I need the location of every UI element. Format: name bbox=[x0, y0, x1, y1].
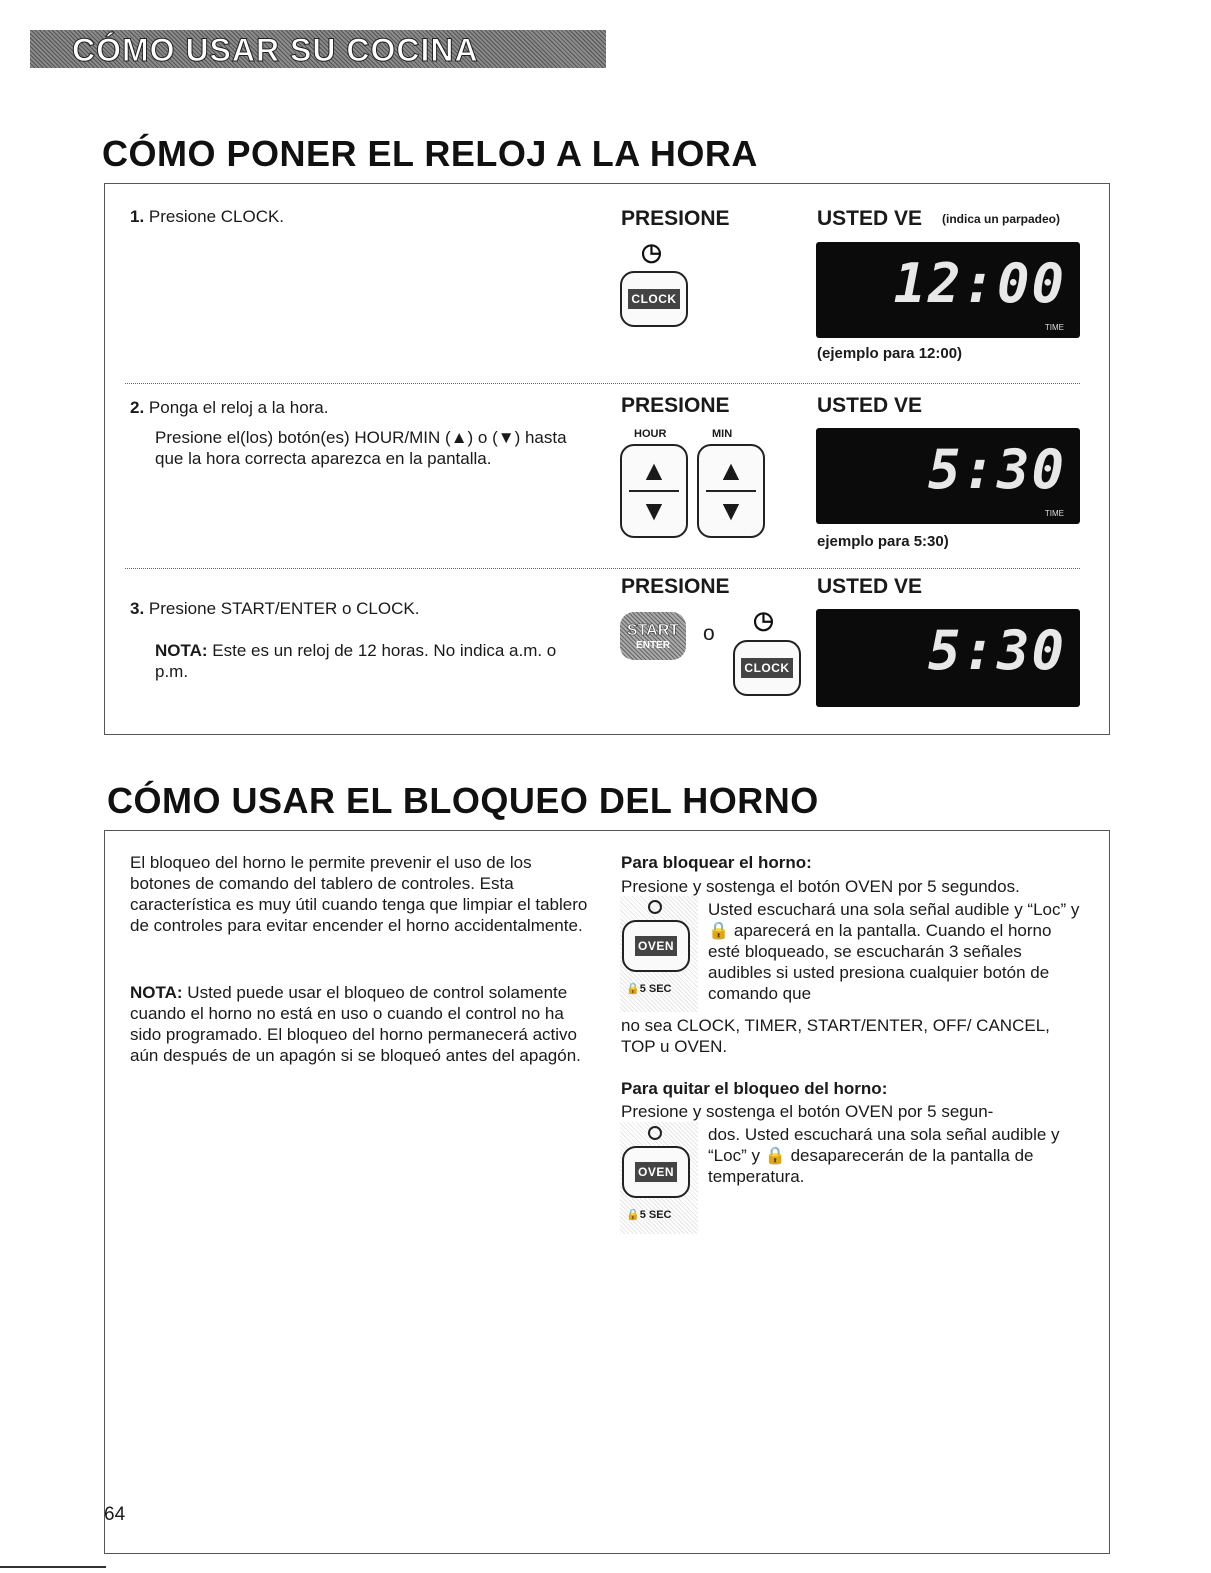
divider-1 bbox=[125, 383, 1080, 384]
display-1-value: 12:00 bbox=[893, 252, 1066, 315]
lock-note bbox=[130, 982, 588, 1066]
step3-text: Presione START/ENTER o CLOCK. bbox=[148, 599, 420, 618]
press-label-3: PRESIONE bbox=[621, 575, 730, 598]
display-1-tag: TIME bbox=[1044, 323, 1064, 332]
step2-num: 2. bbox=[130, 398, 145, 417]
see-label-1: USTED VE bbox=[817, 207, 923, 230]
enter-label: ENTER bbox=[636, 639, 670, 651]
blink-note: (indica un parpadeo) bbox=[942, 212, 1061, 226]
press-label-1: PRESIONE bbox=[621, 207, 730, 230]
step2-detail: Presione el(los) botón(es) HOUR/MIN (▲) o (▼) hasta que la hora correcta aparezca en la pantalla. bbox=[155, 428, 567, 468]
lock-tail: no sea CLOCK, TIMER, START/ENTER, OFF/ CANCEL, TOP u OVEN. bbox=[621, 1016, 1050, 1056]
clock-icon: ◷ bbox=[641, 239, 662, 266]
oven-sub-label-2: 5 SEC bbox=[639, 1209, 672, 1221]
step3-num: 3. bbox=[130, 599, 145, 618]
see-label-2: USTED VE bbox=[817, 394, 923, 417]
step1 bbox=[130, 206, 284, 227]
lock-note-text: Usted puede usar el bloqueo de control solamente cuando el horno no está en uso o cuando el control no ha sido programado. El bloqueo del horno permanecerá activo aún después de un apagón si se bloqueó antes del apagón. bbox=[130, 983, 581, 1065]
display-2-tag: TIME bbox=[1044, 509, 1064, 518]
indicator-icon bbox=[648, 900, 662, 914]
lock-text: Usted escuchará una sola señal audible y “Loc” y 🔒 aparecerá en la pantalla. Cuando el horno esté bloqueado, se escucharán 3 señales audibles si usted presiona cualquier botón de comando que bbox=[708, 900, 1080, 1003]
lock-line: Presione y sostenga el botón OVEN por 5 segundos. bbox=[621, 877, 1020, 896]
unlock-5sec-label: 🔒5 SEC bbox=[626, 1209, 672, 1221]
step3-note-text: Este es un reloj de 12 horas. No indica a.m. o p.m. bbox=[155, 641, 557, 681]
divider-2 bbox=[125, 568, 1080, 569]
banner-text: CÓMO USAR SU COCINA bbox=[72, 32, 479, 68]
hour-up-icon[interactable]: ▲ bbox=[640, 455, 668, 486]
clock-button-2-label: CLOCK bbox=[741, 658, 792, 678]
hour-button[interactable] bbox=[620, 444, 688, 538]
hour-label: HOUR bbox=[634, 428, 667, 440]
lock-5sec-label: 🔒5 SEC bbox=[626, 983, 672, 995]
display-3-value: 5:30 bbox=[927, 619, 1066, 682]
step3 bbox=[130, 598, 419, 619]
unlock-line: Presione y sostenga el botón OVEN por 5 segun- bbox=[621, 1102, 994, 1121]
clock-button-label: CLOCK bbox=[628, 289, 679, 309]
clock-button-2[interactable] bbox=[733, 640, 801, 696]
clock-button[interactable] bbox=[620, 271, 688, 327]
step1-text: Presione CLOCK. bbox=[148, 207, 285, 226]
display-2 bbox=[816, 428, 1080, 524]
unlock-heading: Para quitar el bloqueo del horno: bbox=[621, 1079, 888, 1098]
min-divider bbox=[706, 490, 756, 492]
display-1 bbox=[816, 242, 1080, 338]
press-label-2: PRESIONE bbox=[621, 394, 730, 417]
start-enter-button[interactable] bbox=[620, 612, 686, 660]
lock-title: CÓMO USAR EL BLOQUEO DEL HORNO bbox=[107, 780, 819, 821]
display-2-value: 5:30 bbox=[927, 438, 1066, 501]
or-text: o bbox=[703, 622, 715, 645]
oven-button[interactable] bbox=[622, 920, 690, 972]
step3-note bbox=[155, 640, 575, 682]
unlock-text: dos. Usted escuchará una sola señal audible y “Loc” y 🔒 desaparecerán de la pantalla de temperatura. bbox=[708, 1125, 1060, 1186]
section-banner bbox=[30, 30, 606, 68]
min-label: MIN bbox=[712, 428, 733, 440]
oven-button-2[interactable] bbox=[622, 1146, 690, 1198]
step2-text: Ponga el reloj a la hora. bbox=[148, 398, 329, 417]
oven-button-label: OVEN bbox=[635, 936, 677, 956]
display-3 bbox=[816, 609, 1080, 707]
footer-rule bbox=[0, 1566, 106, 1568]
hour-down-icon[interactable]: ▼ bbox=[640, 495, 668, 526]
indicator-icon-2 bbox=[648, 1126, 662, 1140]
min-up-icon[interactable]: ▲ bbox=[717, 455, 745, 486]
step3-note-label: NOTA: bbox=[155, 641, 208, 660]
clock-icon-2: ◷ bbox=[753, 607, 774, 634]
lock-note-label: NOTA: bbox=[130, 983, 183, 1002]
start-label: START bbox=[626, 621, 680, 639]
min-button[interactable] bbox=[697, 444, 765, 538]
hour-divider bbox=[629, 490, 679, 492]
min-down-icon[interactable]: ▼ bbox=[717, 495, 745, 526]
lock-intro: El bloqueo del horno le permite prevenir el uso de los botones de comando del tablero de controles. Esta característica es muy útil cuando tenga que limpiar el tablero de controles para evitar encender el horno accidentalmente. bbox=[130, 853, 588, 935]
oven-lock-figure bbox=[620, 896, 698, 1012]
lock-heading: Para bloquear el horno: bbox=[621, 853, 812, 872]
caption-2: ejemplo para 5:30) bbox=[817, 533, 949, 550]
step1-num: 1. bbox=[130, 207, 145, 226]
see-label-3: USTED VE bbox=[817, 575, 923, 598]
clock-title: CÓMO PONER EL RELOJ A LA HORA bbox=[102, 133, 758, 174]
page-number: 64 bbox=[104, 1504, 126, 1525]
oven-unlock-figure bbox=[620, 1122, 698, 1234]
oven-button-2-label: OVEN bbox=[635, 1162, 677, 1182]
step2 bbox=[130, 397, 328, 418]
oven-sub-label: 5 SEC bbox=[639, 983, 672, 995]
caption-1: (ejemplo para 12:00) bbox=[817, 345, 963, 362]
